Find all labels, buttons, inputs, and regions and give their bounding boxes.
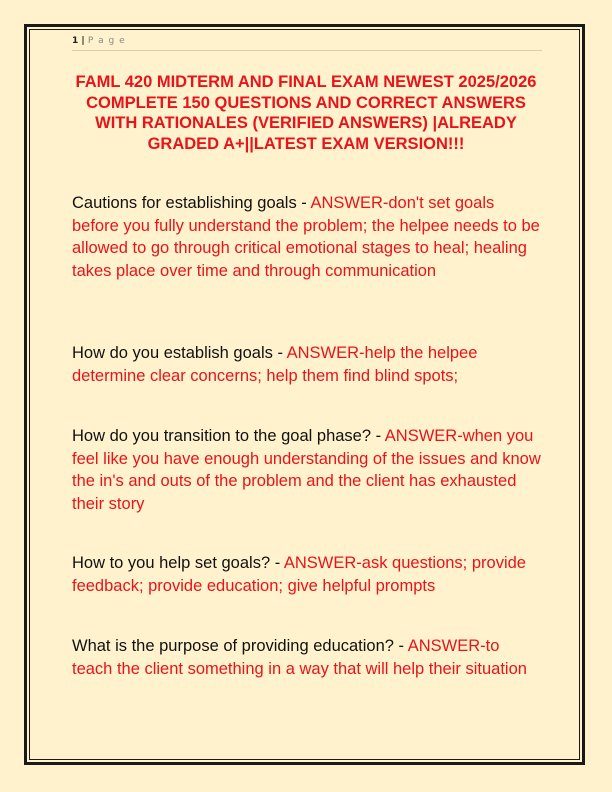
answer-text: ANSWER-when you feel like you have enough understanding of the issues and know the in's and outs of the problem and the client has exhausted their story xyxy=(72,427,541,513)
page-number: 1 xyxy=(72,36,79,46)
question-text: How do you transition to the goal phase? - xyxy=(72,427,385,445)
answer-text: ANSWER-to teach the client something in a way that will help their situation xyxy=(72,637,527,678)
page-header xyxy=(72,36,542,51)
qa-item-education xyxy=(72,635,544,680)
question-text: Cautions for establishing goals - xyxy=(72,194,311,212)
answer-text: ANSWER-help the helpee determine clear concerns; help them find blind spots; xyxy=(72,344,478,385)
question-text: What is the purpose of providing education? - xyxy=(72,637,408,655)
qa-item-cautions xyxy=(72,192,544,282)
answer-text: ANSWER-ask questions; provide feedback; provide education; give helpful prompts xyxy=(72,554,526,595)
document-title: FAML 420 MIDTERM AND FINAL EXAM NEWEST 2025/2026 COMPLETE 150 QUESTIONS AND CORRECT ANSWERS WITH RATIONALES (VERIFIED ANSWERS) |ALREADY GRADED A+||LATEST EXAM VERSION!!! xyxy=(75,73,537,153)
qa-item-establish-goals xyxy=(72,342,544,387)
question-text: How do you establish goals - xyxy=(72,344,287,362)
question-text: How to you help set goals? - xyxy=(72,554,284,572)
page-separator: | xyxy=(78,36,88,46)
answer-text: ANSWER-don't set goals before you fully understand the problem; the helpee needs to be allowed to go through critical emotional stages to heal; healing takes place over time and through communication xyxy=(72,194,540,280)
qa-item-help-set-goals xyxy=(72,552,544,597)
qa-item-transition xyxy=(72,425,544,515)
page-label: P a g e xyxy=(87,36,126,46)
